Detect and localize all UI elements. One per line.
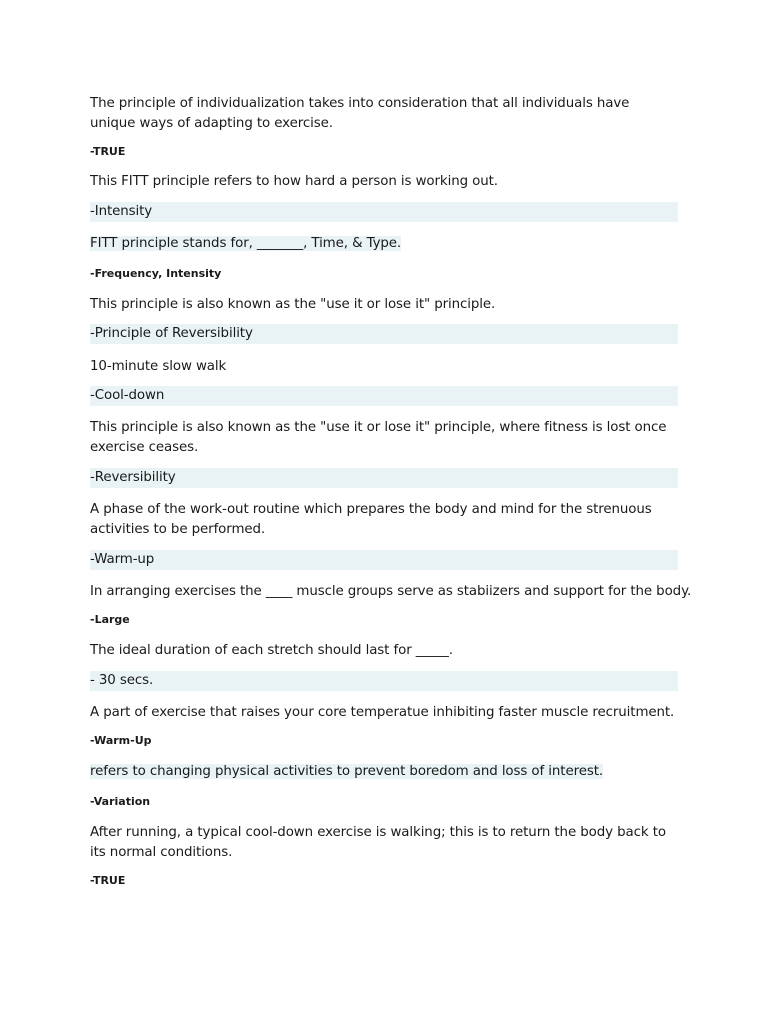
highlighted-question: refers to changing physical activities to prevent boredom and loss of interest. xyxy=(90,764,604,779)
question-text: This FITT principle refers to how hard a person is working out. xyxy=(90,174,498,189)
answer-text: -TRUE xyxy=(90,145,126,158)
answer-text: -Variation xyxy=(90,795,151,808)
question-text: The principle of individualization takes into consideration that all individuals have unique ways of adapting to exercise. xyxy=(90,96,630,131)
answer-text: -Warm-up xyxy=(90,550,678,570)
question-text xyxy=(90,234,401,254)
answer-text: -Cool-down xyxy=(90,386,678,406)
question-text: In arranging exercises the ____ muscle groups serve as stabiizers and support for the body. xyxy=(90,584,692,599)
question-text: This principle is also known as the "use it or lose it" principle, where fitness is lost once exercise ceases. xyxy=(90,420,667,455)
answer-text: -Large xyxy=(90,613,130,626)
answer-text: -Principle of Reversibility xyxy=(90,324,678,344)
question-text: The ideal duration of each stretch should last for _____. xyxy=(90,643,453,658)
question-text: A phase of the work-out routine which prepares the body and mind for the strenuous activities to be performed. xyxy=(90,502,652,537)
answer-text: -Reversibility xyxy=(90,468,678,488)
highlighted-question: FITT principle stands for, _______, Time, & Type. xyxy=(90,236,402,251)
question-text: This principle is also known as the "use it or lose it" principle. xyxy=(90,297,496,312)
answer-text: -Warm-Up xyxy=(90,734,152,747)
answer-text: -Intensity xyxy=(90,202,678,222)
question-text: A part of exercise that raises your core temperatue inhibiting faster muscle recruitment. xyxy=(90,705,675,720)
question-text: 10-minute slow walk xyxy=(90,359,227,374)
question-text: After running, a typical cool-down exercise is walking; this is to return the body back to its normal conditions. xyxy=(90,825,666,860)
answer-text: - 30 secs. xyxy=(90,671,678,691)
answer-text: -TRUE xyxy=(90,874,126,887)
question-text xyxy=(90,762,603,782)
answer-text: -Frequency, Intensity xyxy=(90,267,222,280)
